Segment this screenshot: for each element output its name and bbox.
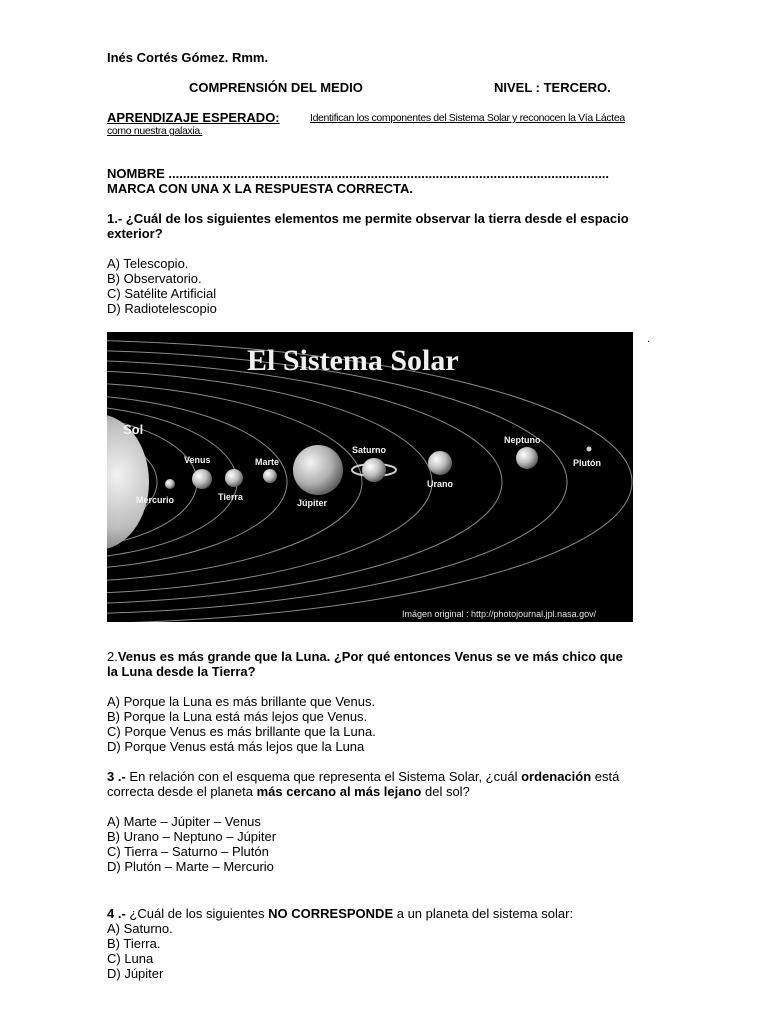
question-3-text-f: del sol? <box>421 784 470 799</box>
question-2-option-a: A) Porque la Luna es más brillante que Venus. <box>107 694 376 709</box>
question-1-option-d: D) Radiotelescopio <box>107 301 217 316</box>
label-urano: Urano <box>427 479 454 489</box>
question-2-option-c: C) Porque Venus es más brillante que la Luna. <box>107 724 376 739</box>
pluto-icon <box>587 447 592 452</box>
saturn-icon <box>352 458 396 482</box>
question-4-option-b: B) Tierra. <box>107 936 161 951</box>
label-pluton: Plutón <box>573 458 601 468</box>
question-4-option-a: A) Saturno. <box>107 921 173 936</box>
uranus-icon <box>428 451 452 475</box>
label-tierra: Tierra <box>218 492 243 502</box>
question-4-option-c: C) Luna <box>107 951 154 966</box>
question-3-text-e: más cercano al más lejano <box>256 784 422 799</box>
subject-title: COMPRENSIÓN DEL MEDIO <box>189 80 363 95</box>
question-2-line-2: la Luna desde la Tierra? <box>107 664 256 679</box>
stray-mark: . <box>647 333 651 345</box>
venus-icon <box>192 469 212 489</box>
question-4-text-a: ¿Cuál de los siguientes <box>125 906 269 921</box>
label-mercurio: Mercurio <box>136 495 175 505</box>
question-2-text: Venus es más grande que la Luna. ¿Por qué entonces Venus se ve más chico que <box>117 649 623 664</box>
solar-system-diagram <box>107 332 633 622</box>
question-1-option-b: B) Observatorio. <box>107 271 202 286</box>
question-3-text-b: ordenación <box>521 769 592 784</box>
question-3-text-a: En relación con el esquema que representa el Sistema Solar, ¿cuál <box>125 769 522 784</box>
image-credit: Imágen original : http://photojournal.jpl.nasa.gov/ <box>402 609 597 619</box>
question-2-option-b: B) Porque la Luna está más lejos que Venus. <box>107 709 368 724</box>
question-3-text-d: correcta desde el planeta <box>107 784 257 799</box>
mercury-icon <box>165 479 175 489</box>
label-sol: Sol <box>123 422 144 437</box>
question-4-text-c: a un planeta del sistema solar: <box>393 906 574 921</box>
question-1-option-a: A) Telescopio. <box>107 256 189 271</box>
question-4-option-d: D) Júpiter <box>107 966 164 981</box>
instruction-line: MARCA CON UNA X LA RESPUESTA CORRECTA. <box>107 181 413 196</box>
label-neptuno: Neptuno <box>504 435 541 445</box>
neptune-icon <box>516 447 538 469</box>
question-1-option-c: C) Satélite Artificial <box>107 286 217 301</box>
question-2-option-d: D) Porque Venus está más lejos que la Luna <box>107 739 365 754</box>
question-3-line-1 <box>107 769 619 784</box>
label-jupiter: Júpiter <box>297 498 328 508</box>
earth-icon <box>225 469 243 487</box>
question-1-text: ¿Cuál de los siguientes elementos me permite observar la tierra desde el espacio <box>122 211 629 226</box>
question-3-line-2 <box>107 784 470 799</box>
question-3-option-c: C) Tierra – Saturno – Plutón <box>107 844 269 859</box>
mars-icon <box>263 469 277 483</box>
learning-text-line-2: como nuestra galaxia. <box>107 125 203 137</box>
jupiter-icon <box>293 445 343 495</box>
figure-title: El Sistema Solar <box>247 344 459 377</box>
learning-text-line-1: Identifican los componentes del Sistema Solar y reconocen la Vía Láctea <box>310 112 625 124</box>
name-field-line: NOMBRE .......................................................................................................................... <box>107 166 610 181</box>
solar-system-image <box>107 332 633 622</box>
label-saturno: Saturno <box>352 445 387 455</box>
question-3-option-d: D) Plutón – Marte – Mercurio <box>107 859 274 874</box>
question-1-line-2: exterior? <box>107 226 163 241</box>
question-1-number: 1.- <box>107 211 123 226</box>
label-marte: Marte <box>255 457 280 467</box>
label-venus: Venus <box>184 455 211 465</box>
question-3-text-c: está <box>591 769 620 784</box>
question-2-line-1 <box>107 649 623 664</box>
question-3-option-a: A) Marte – Júpiter – Venus <box>107 814 261 829</box>
author-line: Inés Cortés Gómez. Rmm. <box>107 50 269 65</box>
question-4-line-1 <box>107 906 573 921</box>
question-2-number: 2. <box>107 649 118 664</box>
question-3-option-b: B) Urano – Neptuno – Júpiter <box>107 829 277 844</box>
level-title: NIVEL : TERCERO. <box>494 80 611 95</box>
question-3-number: 3 .- <box>107 769 126 784</box>
question-4-text-b: NO CORRESPONDE <box>268 906 394 921</box>
learning-label: APRENDIZAJE ESPERADO: <box>107 110 280 125</box>
question-1-line-1 <box>107 211 629 226</box>
question-4-number: 4 .- <box>107 906 126 921</box>
